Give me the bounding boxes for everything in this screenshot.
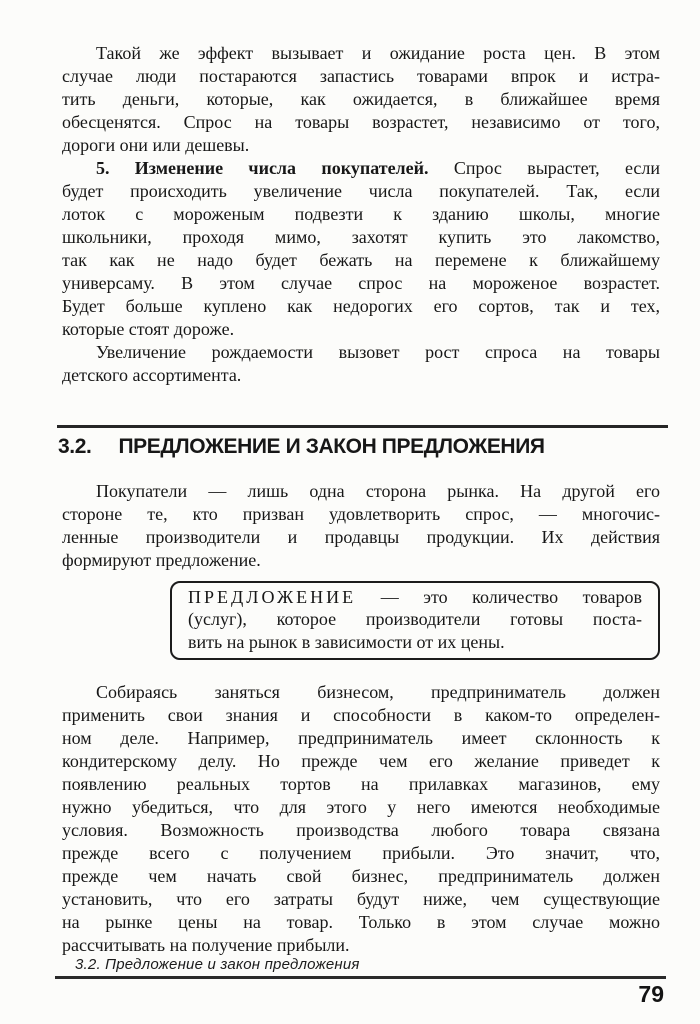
section-divider-rule: [57, 425, 668, 428]
text-line: ПРЕДЛОЖЕНИЕ — это количество товаров: [188, 586, 642, 607]
definition-box-supply: [170, 581, 660, 661]
text-line: 5. Изменение числа покупателей. Спрос вырастет, если: [96, 158, 660, 178]
paragraph-price-expectations: [62, 42, 660, 157]
text-line: нужно убедиться, что для этого у него имеются необходимые: [62, 797, 660, 817]
text-line: Покупатели — лишь одна сторона рынка. На другой его: [96, 480, 660, 501]
footer-rule: [55, 976, 666, 979]
text-line: лоток с мороженым подвезти к зданию школы, многие: [62, 204, 660, 224]
text-line: Увеличение рождаемости вызовет рост спроса на товары: [96, 342, 660, 362]
paragraph-birthrate: [62, 341, 660, 387]
paragraph-number-of-buyers: [62, 157, 660, 341]
text-line: прежде всего с получением прибыли. Это значит, что,: [62, 843, 660, 863]
text-line: Будет больше куплено как недорогих его сортов, так и тех,: [62, 296, 660, 316]
text-line: дороги они или дешевы.: [62, 135, 250, 155]
text-line: (услуг), которое производители готовы поста-: [188, 609, 642, 629]
text-line: стороне те, кто призван удовлетворить спрос, — многочис-: [62, 503, 660, 524]
text-line: установить, что его затраты будут ниже, чем существующие: [62, 889, 660, 909]
text-line: прежде чем начать свой бизнес, предприниматель должен: [62, 866, 660, 886]
text-line: на рынке цены на товар. Только в этом случае можно: [62, 912, 660, 932]
footer-running-title: 3.2. Предложение и закон предложения: [75, 956, 360, 973]
text-line: условия. Возможность производства любого товара связана: [62, 820, 660, 840]
text-column: [58, 42, 660, 957]
text-line: рассчитывать на получение прибыли.: [62, 935, 350, 955]
text-line: применить свои знания и способности в каком-то определен-: [62, 705, 660, 725]
text-line: ном деле. Например, предприниматель имеет склонность к: [62, 728, 660, 748]
paragraph-intro-supply: [62, 480, 660, 572]
text-line: универсаму. В этом случае спрос на мороженое возрастет.: [62, 273, 660, 293]
section-number: 3.2.: [58, 434, 92, 458]
paragraph-entrepreneur: [62, 681, 660, 957]
text-line: случае люди постараются запастись товарами впрок и истра-: [62, 66, 660, 86]
text-line: появлению реальных тортов на прилавках магазинов, ему: [62, 774, 660, 794]
text-line: обесценятся. Спрос на товары возрастет, независимо от того,: [62, 112, 660, 132]
section-heading: [58, 435, 660, 459]
text-line: так как не надо будет бежать на перемене к ближайшему: [62, 250, 660, 270]
text-line: кондитерскому делу. Но прежде чем его желание приведет к: [62, 751, 660, 771]
text-line: Такой же эффект вызывает и ожидание роста цен. В этом: [96, 43, 660, 63]
text-line: ленные производители и продавцы продукции. Их действия: [62, 526, 660, 547]
text-line: школьники, проходя мимо, захотят купить это лакомство,: [62, 227, 660, 247]
section-title: ПРЕДЛОЖЕНИЕ И ЗАКОН ПРЕДЛОЖЕНИЯ: [118, 434, 545, 458]
text-line: которые стоят дороже.: [62, 319, 235, 339]
text-line: тить деньги, которые, как ожидается, в ближайшее время: [62, 89, 660, 109]
text-line: Собираясь заняться бизнесом, предприниматель должен: [96, 682, 660, 702]
text-line: формируют предложение.: [62, 549, 261, 570]
text-line: детского ассортимента.: [62, 365, 242, 385]
text-line: вить на рынок в зависимости от их цены.: [188, 631, 505, 652]
text-line: будет происходить увеличение числа покупателей. Так, если: [62, 181, 660, 201]
page-number: 79: [638, 981, 664, 1007]
